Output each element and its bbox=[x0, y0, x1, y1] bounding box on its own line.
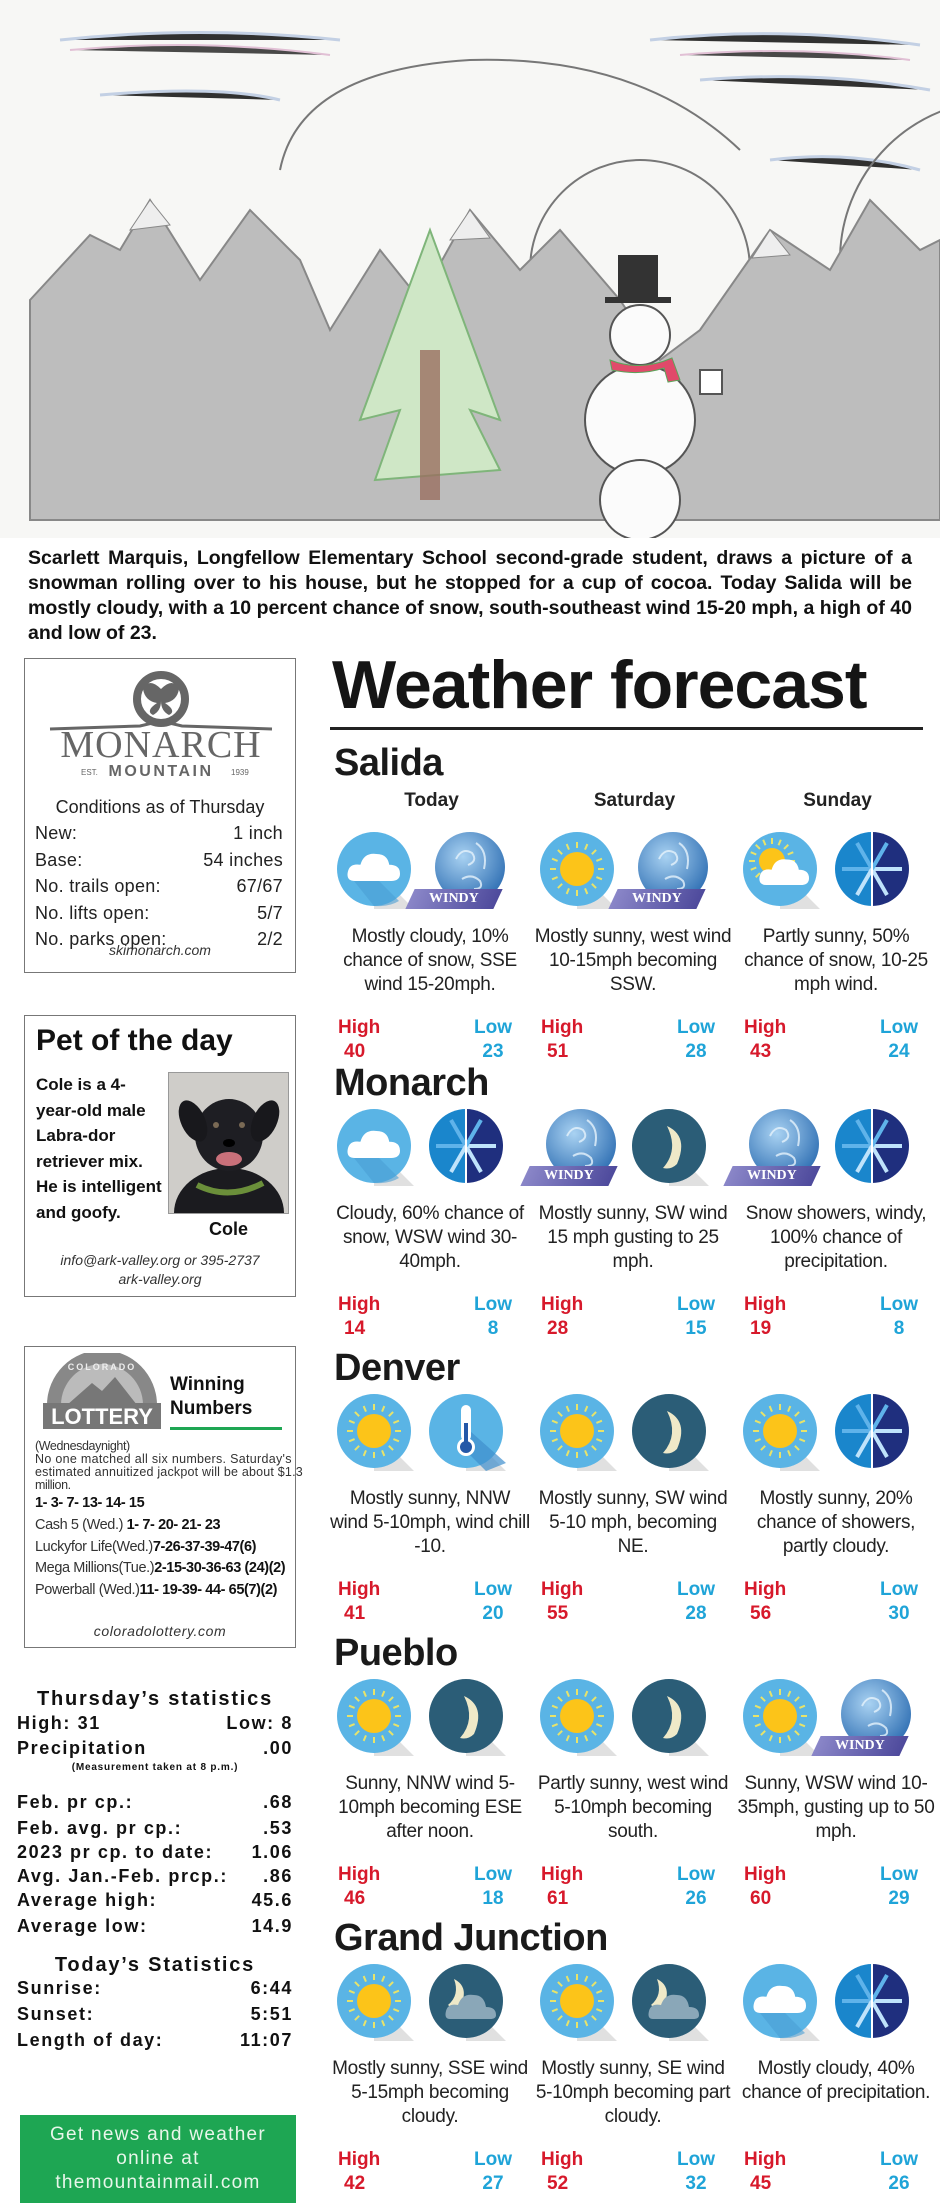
label: 2023 pr cp. to date: bbox=[17, 1842, 214, 1862]
label: Average high: bbox=[17, 1890, 158, 1910]
value: 5/7 bbox=[257, 902, 283, 923]
low-temp: 8 bbox=[487, 1318, 499, 1339]
day-forecast bbox=[330, 1676, 533, 1916]
pet-photo bbox=[168, 1072, 289, 1214]
day-forecast bbox=[533, 1676, 736, 1916]
pet-contact[interactable]: info@ark-valley.org or 395-2737 bbox=[60, 1252, 260, 1268]
forecast-description: Sunny, WSW wind 10-35mph, gusting up to 50 mph. bbox=[737, 1773, 935, 1842]
sun-icon bbox=[334, 1961, 414, 2047]
high-label: High bbox=[744, 1579, 787, 1600]
svg-text:1939: 1939 bbox=[231, 768, 249, 777]
pet-of-the-day-box bbox=[24, 1015, 296, 1297]
high-label: High bbox=[744, 2149, 787, 2170]
forecast-description: Mostly cloudy, 40% chance of precipitation. bbox=[741, 2058, 931, 2103]
low-label: Low bbox=[880, 1294, 918, 1315]
measurement-note: (Measurement taken at 8 p.m.) bbox=[71, 1762, 239, 1773]
high-label: High bbox=[541, 1294, 584, 1315]
snowflake-icon bbox=[832, 829, 912, 915]
stat-row bbox=[17, 1890, 293, 1911]
value: 1 inch bbox=[233, 823, 283, 843]
weather-forecast-title: Weather forecast bbox=[332, 647, 867, 723]
day-headers bbox=[330, 790, 940, 812]
day-forecast bbox=[330, 1391, 533, 1631]
green-divider bbox=[170, 1427, 282, 1430]
city-name: Grand Junction bbox=[334, 1917, 608, 1959]
today-stat-row bbox=[17, 2004, 293, 2025]
moon-icon bbox=[426, 1676, 506, 1762]
moon-icon bbox=[629, 1106, 709, 1192]
windy-banner: WINDY bbox=[811, 1736, 908, 1756]
value: .86 bbox=[263, 1866, 293, 1886]
low-label: Low bbox=[677, 1294, 715, 1315]
lottery-box bbox=[24, 1346, 303, 1648]
day-forecast bbox=[533, 1961, 736, 2201]
label: Average low: bbox=[17, 1916, 148, 1936]
day-forecast bbox=[330, 829, 533, 1069]
windy-banner: WINDY bbox=[520, 1166, 617, 1186]
day-forecast bbox=[736, 1961, 939, 2201]
lottery-game-row: Powerball (Wed.)11- 19-39- 44- 65(7)(2) bbox=[35, 1581, 278, 1598]
lottery-note: (Wednesdaynight) bbox=[35, 1439, 130, 1453]
day-forecast bbox=[736, 1391, 939, 1631]
low-temp: 26 bbox=[685, 1888, 707, 1909]
windy-banner: WINDY bbox=[608, 889, 705, 909]
high-temp: 52 bbox=[547, 2173, 569, 2194]
high-label: High bbox=[541, 1579, 584, 1600]
sun-icon bbox=[740, 1676, 820, 1762]
pet-url[interactable]: ark-valley.org bbox=[118, 1271, 202, 1287]
forecast-description: Partly sunny, west wind 5-10mph becoming south. bbox=[537, 1773, 729, 1842]
forecast-description: Mostly sunny, SW wind 15 mph gusting to 25 mph. bbox=[538, 1203, 728, 1272]
svg-text:EST.: EST. bbox=[81, 768, 98, 777]
forecast-description: Snow showers, windy, 100% chance of precipitation. bbox=[745, 1203, 927, 1272]
high-label: High bbox=[338, 2149, 381, 2170]
city-name: Denver bbox=[334, 1347, 460, 1389]
windy-banner: WINDY bbox=[723, 1166, 820, 1186]
high-temp: 55 bbox=[547, 1603, 569, 1624]
snowflake-icon bbox=[832, 1391, 912, 1477]
city-name: Salida bbox=[334, 742, 443, 784]
high-temp: 28 bbox=[547, 1318, 569, 1339]
forecast-description: Mostly cloudy, 10% chance of snow, SSE wind 15-20mph. bbox=[343, 926, 517, 995]
low-temp: 30 bbox=[888, 1603, 910, 1624]
lottery-note: million. bbox=[35, 1478, 71, 1492]
snowflake-icon bbox=[832, 1106, 912, 1192]
value: 2/2 bbox=[257, 929, 283, 949]
colorado-lottery-logo bbox=[37, 1353, 167, 1431]
lottery-game-row: Mega Millions(Tue.)2-15-30-36-63 (24)(2) bbox=[35, 1560, 286, 1576]
forecast-grid bbox=[330, 742, 940, 2202]
forecast-description: Mostly sunny, 20% chance of showers, partly cloudy. bbox=[756, 1488, 916, 1557]
label: Sunrise: bbox=[17, 1978, 102, 1998]
svg-text:COLORADO: COLORADO bbox=[67, 1362, 137, 1372]
today-stat-row bbox=[17, 2030, 293, 2051]
high-temp: 40 bbox=[344, 1041, 366, 1062]
value: 5:51 bbox=[250, 2004, 293, 2024]
day-forecast bbox=[533, 1391, 736, 1631]
high-label: High bbox=[744, 1294, 787, 1315]
today-stat-row bbox=[17, 1978, 293, 1999]
high-temp: 42 bbox=[344, 2173, 366, 2194]
windy-icon bbox=[832, 1676, 912, 1762]
high-temp: 51 bbox=[547, 1041, 569, 1062]
label: Feb. pr cp.: bbox=[17, 1792, 134, 1812]
pet-title: Pet of the day bbox=[36, 1024, 233, 1057]
lottery-note: No one matched all six numbers. Saturday's bbox=[35, 1452, 292, 1466]
svg-text:MONARCH: MONARCH bbox=[60, 724, 262, 766]
high-temp: 41 bbox=[344, 1603, 366, 1624]
cloud-icon bbox=[334, 829, 414, 915]
low-label: Low bbox=[880, 1864, 918, 1885]
day-forecast bbox=[736, 829, 939, 1069]
low-temp: 20 bbox=[482, 1603, 504, 1624]
windy-icon bbox=[426, 829, 506, 915]
stats-precipitation: Precipitation .00 bbox=[17, 1738, 293, 1758]
stat-row bbox=[17, 1818, 293, 1839]
cloud-icon bbox=[334, 1106, 414, 1192]
day-header: Today bbox=[404, 790, 459, 811]
low-temp: 24 bbox=[888, 1041, 910, 1062]
thermometer-icon bbox=[426, 1391, 506, 1477]
city-forecast-monarch bbox=[330, 1062, 940, 1347]
label: Sunset: bbox=[17, 2004, 95, 2024]
forecast-description: Cloudy, 60% chance of snow, WSW wind 30-40mph. bbox=[336, 1203, 524, 1272]
day-forecast bbox=[330, 1106, 533, 1346]
sun-icon bbox=[740, 1391, 820, 1477]
value: .68 bbox=[263, 1792, 293, 1812]
windy-icon bbox=[740, 1106, 820, 1192]
high-label: High bbox=[744, 1017, 787, 1038]
sun-icon bbox=[537, 1961, 617, 2047]
city-forecast-denver bbox=[330, 1347, 940, 1632]
value: .53 bbox=[263, 1818, 293, 1838]
stat-row bbox=[17, 1842, 293, 1863]
day-header: Saturday bbox=[593, 790, 676, 811]
forecast-description: Partly sunny, 50% chance of snow, 10-25 mph wind. bbox=[744, 926, 928, 995]
high-label: High bbox=[541, 1864, 584, 1885]
day-forecast bbox=[330, 1961, 533, 2201]
city-forecast-grand-junction bbox=[330, 1917, 940, 2202]
low-temp: 28 bbox=[685, 1603, 707, 1624]
title-rule bbox=[330, 727, 923, 730]
forecast-description: Mostly sunny, SW wind 5-10 mph, becoming NE. bbox=[538, 1488, 728, 1557]
value: 1.06 bbox=[251, 1842, 293, 1862]
pet-description: Cole is a 4-year-old male Labra-dor retriever mix. He is intelligent and goofy. bbox=[36, 1075, 162, 1222]
day-forecast bbox=[533, 829, 736, 1069]
value: 14.9 bbox=[251, 1916, 293, 1936]
low-label: Low bbox=[474, 1864, 512, 1885]
low-label: Low bbox=[677, 2149, 715, 2170]
windy-banner: WINDY bbox=[405, 889, 502, 909]
monarch-url[interactable]: skimonarch.com bbox=[109, 942, 211, 958]
pet-name: Cole bbox=[208, 1219, 248, 1239]
moon-cloud-icon bbox=[629, 1961, 709, 2047]
low-temp: 15 bbox=[685, 1318, 707, 1339]
lottery-note: estimated annuitized jackpot will be about $1.3 bbox=[35, 1465, 303, 1479]
label: New: bbox=[35, 823, 78, 843]
day-forecast bbox=[533, 1106, 736, 1346]
high-temp: 14 bbox=[344, 1318, 366, 1339]
website-promo-banner[interactable]: Get news and weather online at themountainmail.com bbox=[20, 2115, 296, 2203]
value: 45.6 bbox=[251, 1890, 293, 1910]
day-forecast bbox=[736, 1676, 939, 1916]
svg-text:LOTTERY: LOTTERY bbox=[51, 1404, 153, 1429]
today-stats-title: Today’s Statistics bbox=[54, 1954, 256, 1976]
drawing-caption: Scarlett Marquis, Longfellow Elementary School second-grade student, draws a picture of a snowman rolling over to his house, but he stopped for a cup of cocoa. Today Salida will be mostly cloudy, with a 10 percent chance of snow, south-southeast wind 15-20 mph, a high of 40 and low of 23. bbox=[28, 547, 912, 644]
label: No. parks open: bbox=[35, 929, 167, 949]
city-forecast-salida bbox=[330, 742, 940, 1062]
high-label: High bbox=[338, 1864, 381, 1885]
monarch-logo bbox=[45, 671, 277, 779]
high-label: High bbox=[338, 1579, 381, 1600]
low-label: Low bbox=[474, 1294, 512, 1315]
monarch-conditions-box bbox=[24, 658, 296, 973]
low-label: Low bbox=[880, 1579, 918, 1600]
winning-numbers-title: Winning Numbers bbox=[170, 1374, 253, 1419]
sun-icon bbox=[334, 1391, 414, 1477]
low-label: Low bbox=[474, 1017, 512, 1038]
label: No. trails open: bbox=[35, 876, 161, 896]
low-label: Low bbox=[677, 1579, 715, 1600]
sun-icon bbox=[537, 1391, 617, 1477]
sun-icon bbox=[537, 1676, 617, 1762]
low-temp: 32 bbox=[685, 2173, 707, 2194]
stat-row bbox=[17, 1916, 293, 1937]
stat-row bbox=[17, 1866, 293, 1887]
sun-icon bbox=[537, 829, 617, 915]
high-label: High bbox=[541, 1017, 584, 1038]
label: Base: bbox=[35, 849, 83, 870]
cloud-icon bbox=[740, 1961, 820, 2047]
windy-icon bbox=[537, 1106, 617, 1192]
high-temp: 60 bbox=[750, 1888, 772, 1909]
high-label: High bbox=[338, 1017, 381, 1038]
condition-row bbox=[35, 903, 283, 924]
low-label: Low bbox=[880, 2149, 918, 2170]
label: Avg. Jan.-Feb. prcp.: bbox=[17, 1866, 228, 1886]
conditions-title: Conditions as of Thursday bbox=[55, 797, 265, 817]
high-temp: 45 bbox=[750, 2173, 772, 2194]
value: 11:07 bbox=[239, 2030, 293, 2050]
high-temp: 46 bbox=[344, 1888, 366, 1909]
high-label: High bbox=[338, 1294, 381, 1315]
low-temp: 23 bbox=[482, 1041, 504, 1062]
low-label: Low bbox=[880, 1017, 918, 1038]
low-temp: 26 bbox=[888, 2173, 910, 2194]
forecast-description: Sunny, NNW wind 5-10mph becoming ESE after noon. bbox=[338, 1773, 522, 1842]
lottery-game-row: Cash 5 (Wed.) 1- 7- 20- 21- 23 bbox=[35, 1517, 221, 1533]
moon-cloud-icon bbox=[426, 1961, 506, 2047]
low-label: Low bbox=[474, 1579, 512, 1600]
high-label: High bbox=[541, 2149, 584, 2170]
low-temp: 29 bbox=[888, 1888, 910, 1909]
low-label: Low bbox=[474, 2149, 512, 2170]
lottery-game-row: Luckyfor Life(Wed.)7-26-37-39-47(6) bbox=[35, 1538, 257, 1555]
low-temp: 18 bbox=[482, 1888, 504, 1909]
high-label: High bbox=[744, 1864, 787, 1885]
low-temp: 28 bbox=[685, 1041, 707, 1062]
forecast-description: Mostly sunny, SSE wind 5-15mph becoming cloudy. bbox=[332, 2058, 528, 2127]
label: No. lifts open: bbox=[35, 902, 150, 923]
label: Length of day: bbox=[17, 2030, 164, 2050]
low-label: Low bbox=[677, 1017, 715, 1038]
value: 67/67 bbox=[236, 876, 283, 896]
high-temp: 56 bbox=[750, 1603, 772, 1624]
moon-icon bbox=[629, 1676, 709, 1762]
forecast-description: Mostly sunny, SE wind 5-10mph becoming part cloudy. bbox=[535, 2058, 731, 2127]
condition-row bbox=[35, 823, 283, 844]
city-name: Monarch bbox=[334, 1062, 489, 1104]
low-temp: 27 bbox=[482, 2173, 504, 2194]
stats-high-low: High: 31 Low: 8 bbox=[17, 1713, 293, 1733]
stat-row bbox=[17, 1792, 293, 1813]
moon-icon bbox=[629, 1391, 709, 1477]
high-temp: 43 bbox=[750, 1041, 772, 1062]
day-forecast bbox=[736, 1106, 939, 1346]
condition-row bbox=[35, 876, 283, 897]
condition-row bbox=[35, 850, 283, 871]
low-temp: 8 bbox=[893, 1318, 905, 1339]
high-temp: 61 bbox=[547, 1888, 569, 1909]
stats-title: Thursday’s statistics bbox=[36, 1688, 274, 1710]
student-drawing bbox=[0, 0, 940, 538]
city-name: Pueblo bbox=[334, 1632, 458, 1674]
city-forecast-pueblo bbox=[330, 1632, 940, 1917]
label: Feb. avg. pr cp.: bbox=[17, 1818, 183, 1838]
high-temp: 19 bbox=[750, 1318, 772, 1339]
windy-icon bbox=[629, 829, 709, 915]
lotto-numbers: 1- 3- 7- 13- 14- 15 bbox=[35, 1495, 145, 1511]
svg-text:MOUNTAIN: MOUNTAIN bbox=[108, 763, 214, 779]
value: 54 inches bbox=[203, 849, 283, 870]
partly-sunny-icon bbox=[740, 829, 820, 915]
value: 6:44 bbox=[250, 1978, 293, 1998]
snowflake-icon bbox=[426, 1106, 506, 1192]
sun-icon bbox=[334, 1676, 414, 1762]
low-label: Low bbox=[677, 1864, 715, 1885]
day-header: Sunday bbox=[803, 790, 872, 811]
forecast-description: Mostly sunny, west wind 10-15mph becoming SSW. bbox=[534, 926, 732, 995]
snowflake-icon bbox=[832, 1961, 912, 2047]
forecast-description: Mostly sunny, NNW wind 5-10mph, wind chill -10. bbox=[330, 1488, 530, 1557]
lottery-url[interactable]: coloradolottery.com bbox=[93, 1623, 227, 1639]
